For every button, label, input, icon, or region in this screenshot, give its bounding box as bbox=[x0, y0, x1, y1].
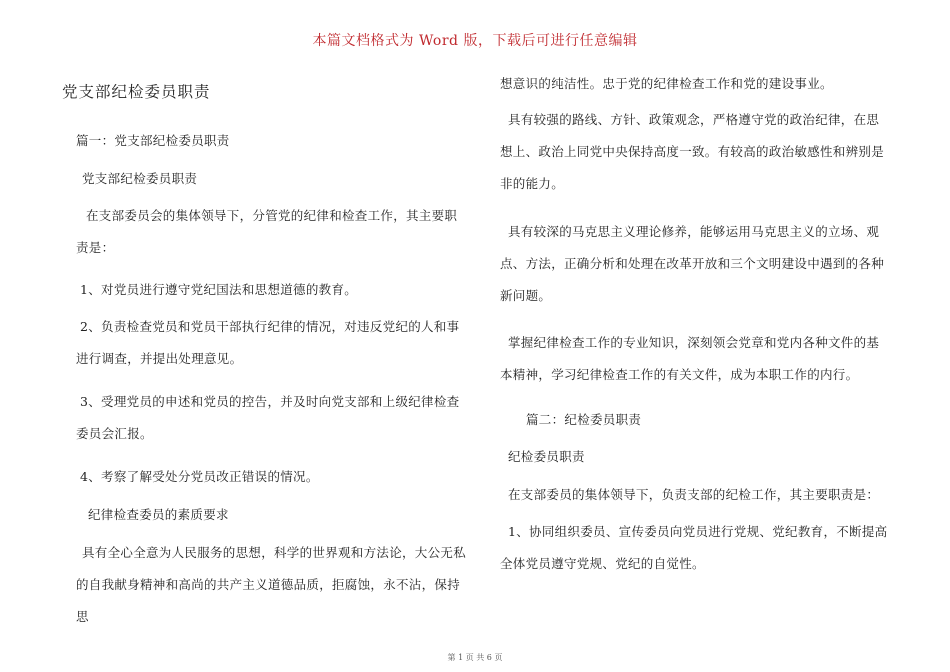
paragraph-intro-2: 在支部委员的集体领导下，负责支部的纪检工作，其主要职责是： bbox=[508, 487, 880, 502]
paragraph-duty-1: 1、对党员进行遵守党纪国法和思想道德的教育。 bbox=[80, 282, 358, 297]
paragraph-quality-4: 掌握纪律检查工作的专业知识，深刻领会党章和党内各种文件的基本精神，学习纪律检查工作的有关文件，成为本职工作的内行。 bbox=[500, 335, 880, 382]
paragraph-intro-1: 在支部委员会的集体领导下，分管党的纪律和检查工作，其主要职责是： bbox=[76, 208, 458, 255]
paragraph-duty-3: 3、受理党员的申述和党员的控告，并及时向党支部和上级纪律检查委员会汇报。 bbox=[76, 394, 460, 441]
download-banner: 本篇文档格式为 Word 版，下载后可进行任意编辑 bbox=[312, 33, 638, 49]
document-title: 党支部纪检委员职责 bbox=[62, 83, 211, 101]
paragraph-quality-2: 具有较强的路线、方针、政策观念，严格遵守党的政治纪律，在思想上、政治上同党中央保持高度一致。有较高的政治敏感性和辨别是非的能力。 bbox=[500, 112, 885, 191]
page-footer: 第 1 页 共 6 页 bbox=[447, 653, 503, 662]
paragraph-duty-2-1: 1、协同组织委员、宣传委员向党员进行党规、党纪教育，不断提高全体党员遵守党规、党纪的自觉性。 bbox=[500, 524, 888, 571]
paragraph-quality-3: 具有较深的马克思主义理论修养，能够运用马克思主义的立场、观点、方法，正确分析和处理在改革开放和三个文明建设中遇到的各种新问题。 bbox=[500, 224, 885, 303]
paragraph-quality-1-cont: 想意识的纯洁性。忠于党的纪律检查工作和党的建设事业。 bbox=[500, 76, 833, 91]
section-heading-2: 篇二：纪检委员职责 bbox=[526, 412, 642, 427]
section-heading-1: 篇一：党支部纪检委员职责 bbox=[76, 133, 230, 148]
paragraph-quality-1: 具有全心全意为人民服务的思想，科学的世界观和方法论，大公无私的自我献身精神和高尚的共产主义道德品质，拒腐蚀，永不沾，保持思 bbox=[76, 545, 467, 624]
paragraph-duty-4: 4、考察了解受处分党员改正错误的情况。 bbox=[80, 469, 319, 484]
paragraph-subtitle-quality: 纪律检查委员的素质要求 bbox=[88, 507, 229, 522]
paragraph-duty-2: 2、负责检查党员和党员干部执行纪律的情况，对违反党纪的人和事进行调查，并提出处理意见。 bbox=[76, 319, 460, 366]
paragraph-subtitle-2: 纪检委员职责 bbox=[508, 449, 585, 464]
paragraph-subtitle-1: 党支部纪检委员职责 bbox=[82, 171, 198, 186]
